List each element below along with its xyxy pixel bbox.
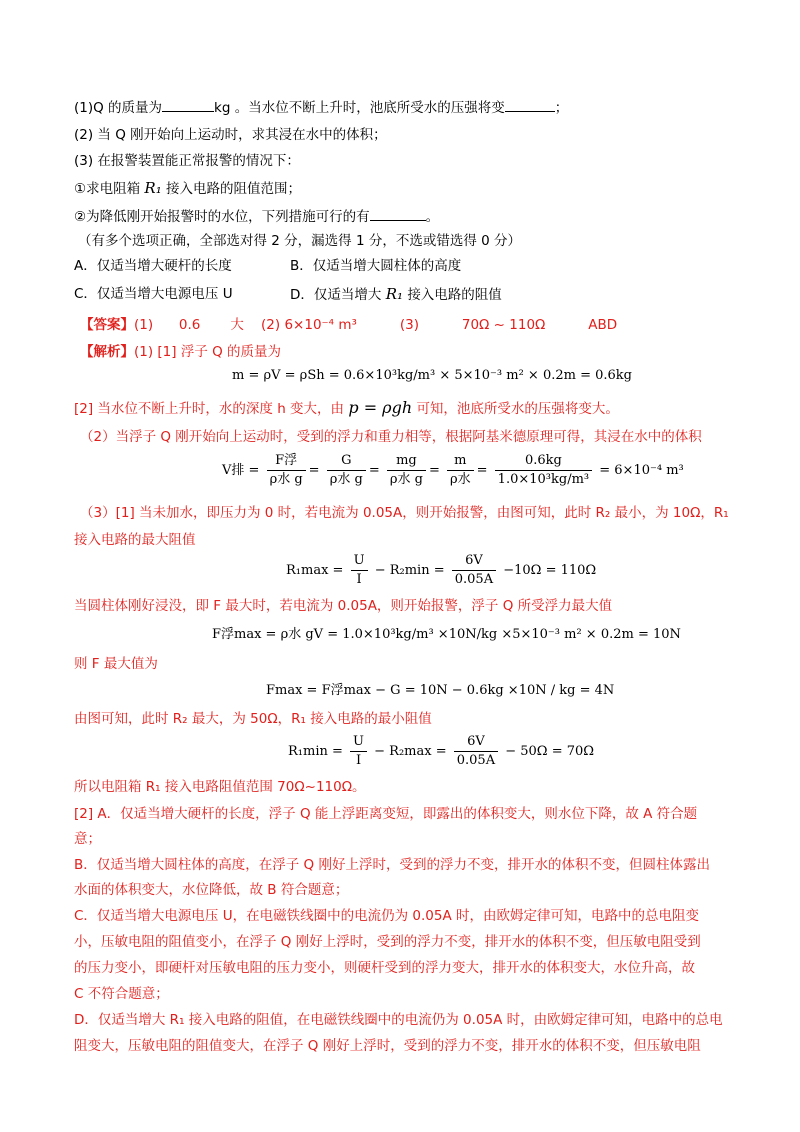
fraction-u-over-i bbox=[351, 552, 368, 589]
analysis-line-1 bbox=[80, 342, 281, 362]
eq6-rhs: − 50Ω = 70Ω bbox=[505, 744, 595, 759]
answer-blank-measures[interactable] bbox=[370, 206, 426, 221]
eq2-lhs: V排 = bbox=[222, 463, 260, 478]
fraction-mg-over-rhog bbox=[387, 452, 426, 489]
eq6-lhs: R₁min = bbox=[288, 744, 343, 759]
option-d-text-b: 接入电路的阻值 bbox=[407, 287, 502, 303]
q3-2-text-b: 。 bbox=[425, 209, 440, 225]
analysis-line-9: 所以电阻箱 R₁ 接入电路阻值范围 70Ω~110Ω。 bbox=[74, 779, 366, 795]
answer-label: 【答案】 bbox=[80, 317, 134, 333]
analysis-line-7: 则 F 最大值为 bbox=[74, 656, 158, 672]
equation-r1max bbox=[286, 552, 596, 589]
question-3-2 bbox=[74, 206, 439, 227]
scoring-note: （有多个选项正确，全部选对得 2 分，漏选得 1 分，不选或错选得 0 分） bbox=[78, 233, 522, 249]
fraction-f-over-rhog bbox=[267, 452, 306, 489]
fraction-denominator: I bbox=[355, 753, 362, 768]
answer-blank-pressure[interactable] bbox=[505, 97, 555, 112]
analysis-line-16: 的压力变小，即硬杆对压敏电阻的压力变小，则硬杆受到的浮力变大，排开水的体积变大，水位升高，故 bbox=[74, 960, 695, 976]
analysis-line-14: C．仅适当增大电源电压 U，在电磁铁线圈中的电流仍为 0.05A 时，由欧姆定律可知，电路中的总电阻变 bbox=[74, 908, 699, 924]
fraction-numerator: G bbox=[327, 452, 366, 471]
option-b: B．仅适当增大圆柱体的高度 bbox=[290, 258, 462, 274]
analysis-line-17: C 不符合题意； bbox=[74, 986, 169, 1002]
analysis-line-11: 意； bbox=[74, 831, 101, 847]
analysis-line-12: B．仅适当增大圆柱体的高度，在浮子 Q 刚好上浮时，受到的浮力不变，排开水的体积不变，但圆柱体露出 bbox=[74, 857, 710, 873]
option-c: C．仅适当增大电源电压 U bbox=[74, 286, 233, 302]
fraction-numerator: m bbox=[447, 452, 474, 471]
fraction-denominator: ρ水 bbox=[449, 472, 471, 487]
fraction-denominator: I bbox=[356, 572, 362, 587]
equation-buoyancy-max: F浮max = ρ水 gV = 1.0×10³kg/m³ ×10N/kg ×5×10⁻³ m² × 0.2m = 10N bbox=[212, 627, 681, 642]
fraction-denominator: ρ水 g bbox=[389, 472, 423, 487]
question-part-3: (3) 在报警装置能正常报警的情况下： bbox=[74, 153, 300, 169]
fraction-numerator: mg bbox=[387, 452, 426, 471]
q1-text-a: (1)Q 的质量为 bbox=[74, 100, 163, 116]
analysis-text-2c: 可知，池底所受水的压强将变大。 bbox=[416, 401, 619, 417]
analysis-line-6: 当圆柱体刚好浸没，即 F 最大时，若电流为 0.05A，则开始报警，浮子 Q 所受浮力最大值 bbox=[74, 598, 613, 614]
fraction-denominator: 0.05A bbox=[454, 572, 494, 587]
fraction-denominator: ρ水 g bbox=[269, 472, 303, 487]
analysis-line-3: （2）当浮子 Q 刚开始向上运动时，受到的浮力和重力相等，根据阿基米德原理可得，其浸在水中的体积 bbox=[80, 429, 702, 445]
equation-r1min bbox=[288, 733, 594, 770]
r1-symbol: R₁ bbox=[144, 179, 162, 197]
eq3-lhs: R₁max = bbox=[286, 563, 344, 578]
fraction-numerator: 6V bbox=[454, 733, 498, 752]
analysis-label: 【解析】 bbox=[80, 344, 134, 360]
analysis-line-10: [2] A．仅适当增大硬杆的长度，浮子 Q 能上浮距离变短，即露出的体积变大，则水位下降，故 A 符合题 bbox=[74, 806, 698, 822]
question-part-1 bbox=[74, 97, 568, 118]
q1-text-b: kg 。当水位不断上升时，池底所受水的压强将变 bbox=[214, 100, 505, 116]
answer-line bbox=[80, 315, 617, 335]
answer-text: (1) 0.6 大 (2) 6×10⁻⁴ m³ (3) 70Ω ~ 110Ω ABD bbox=[134, 317, 618, 333]
fraction-6v-over-005a bbox=[454, 733, 498, 770]
eq3-mid: − R₂min = bbox=[374, 563, 445, 578]
option-a: A．仅适当增大硬杆的长度 bbox=[74, 258, 232, 274]
fraction-numerator: U bbox=[350, 733, 367, 752]
analysis-line-8: 由图可知，此时 R₂ 最大，为 50Ω，R₁ 接入电路的最小阻值 bbox=[74, 711, 432, 727]
fraction-numeric bbox=[495, 452, 592, 489]
fraction-numerator: 6V bbox=[452, 552, 496, 571]
analysis-line-19: 阻变大，压敏电阻的阻值变大，在浮子 Q 刚好上浮时，受到的浮力不变，排开水的体积不变，但压敏电阻 bbox=[74, 1038, 701, 1054]
fraction-denominator: 0.05A bbox=[456, 753, 496, 768]
fraction-g-over-rhog bbox=[327, 452, 366, 489]
fraction-numerator: F浮 bbox=[267, 452, 306, 471]
r1-symbol: R₁ bbox=[385, 285, 404, 303]
analysis-line-5: 接入电路的最大阻值 bbox=[74, 532, 196, 548]
q3-1-text-b: 接入电路的阻值范围； bbox=[166, 181, 302, 197]
fraction-denominator: ρ水 g bbox=[329, 472, 363, 487]
fraction-denominator: 1.0×10³kg/m³ bbox=[497, 472, 590, 487]
q1-text-c: ； bbox=[554, 100, 569, 116]
analysis-line-18: D．仅适当增大 R₁ 接入电路的阻值，在电磁铁线圈中的电流仍为 0.05A 时，由欧姆定律可知，电路中的总电 bbox=[74, 1012, 723, 1028]
analysis-text-1: (1) [1] 浮子 Q 的质量为 bbox=[134, 344, 282, 360]
fraction-u-over-i bbox=[350, 733, 367, 770]
question-3-1 bbox=[74, 178, 301, 199]
eq3-rhs: −10Ω = 110Ω bbox=[503, 563, 597, 578]
equation-force-max: Fmax = F浮max − G = 10N − 0.6kg ×10N / kg = 4N bbox=[266, 683, 615, 698]
question-part-2: (2) 当 Q 刚开始向上运动时，求其浸在水中的体积； bbox=[74, 127, 387, 143]
analysis-text-2a: [2] 当水位不断上升时，水的深度 h 变大，由 bbox=[74, 401, 345, 417]
q3-2-text-a: ②为降低刚开始报警时的水位，下列措施可行的有 bbox=[74, 209, 370, 225]
option-d bbox=[290, 284, 502, 305]
fraction-6v-over-005a bbox=[452, 552, 496, 589]
answer-blank-mass[interactable] bbox=[162, 97, 214, 112]
equation-volume: V排 = $\frac{\text{F浮}}{\text{ρ水 g}}$ = $\frac{G}{\text{ρ水 g}}$ = $\frac{mg}{\text{ρ水 g}}$ = $\frac{m}{\text{ρ水}}$ = $\frac{0.6kg}{\text{1.0×10³kg/m³}}$ = 6×10⁻⁴ m³ bbox=[222, 453, 684, 487]
fraction-numerator: U bbox=[351, 552, 368, 571]
option-d-text-a: D．仅适当增大 bbox=[290, 287, 382, 303]
eq2-rhs: = 6×10⁻⁴ m³ bbox=[599, 463, 684, 478]
pressure-formula: p = ρgh bbox=[348, 398, 413, 417]
analysis-line-15: 小，压敏电阻的阻值变小，在浮子 Q 刚好上浮时，受到的浮力不变，排开水的体积不变，但压敏电阻受到 bbox=[74, 934, 701, 950]
fraction-numerator: 0.6kg bbox=[495, 452, 592, 471]
q3-1-text-a: ①求电阻箱 bbox=[74, 181, 141, 197]
equation-mass: m = ρV = ρSh = 0.6×10³kg/m³ × 5×10⁻³ m² × 0.2m = 0.6kg bbox=[232, 368, 632, 383]
fraction-m-over-rho bbox=[447, 452, 474, 489]
analysis-line-13: 水面的体积变大，水位降低，故 B 符合题意； bbox=[74, 882, 349, 898]
analysis-line-4: （3）[1] 当未加水，即压力为 0 时，若电流为 0.05A，则开始报警，由图可知，此时 R₂ 最小，为 10Ω，R₁ bbox=[80, 505, 729, 521]
analysis-line-2 bbox=[74, 398, 619, 419]
eq6-mid: − R₂max = bbox=[374, 744, 447, 759]
